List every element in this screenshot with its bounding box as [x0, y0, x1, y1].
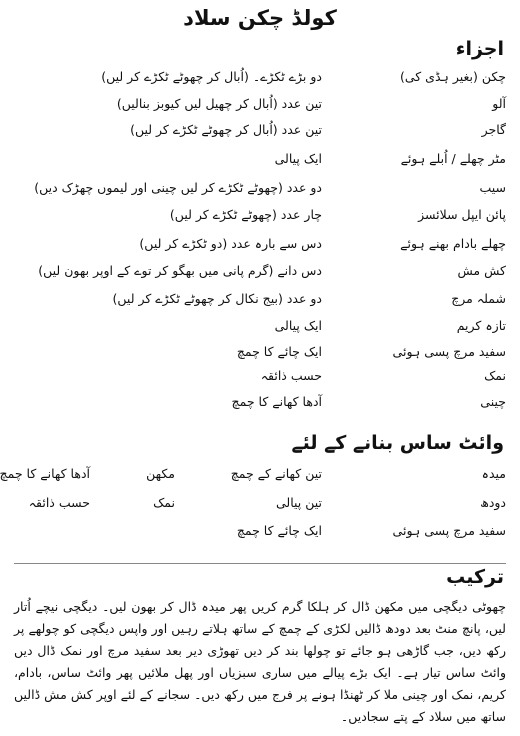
method-heading: ترکیب [446, 566, 504, 588]
ingredient-quantity: آدھا کھانے کا چمچ [231, 394, 322, 409]
ingredient-name: گاجر [481, 122, 506, 137]
section-divider [14, 563, 506, 564]
ingredient-row [0, 151, 520, 171]
ingredient-name: تازہ کریم [456, 318, 506, 333]
ingredient-quantity: دو عدد (بیج نکال کر چھوٹے ٹکڑے کر لیں) [112, 291, 322, 306]
ingredient-name: سفید مرچ پسی ہوئی [392, 344, 506, 359]
ingredient-row [0, 122, 520, 142]
ingredient-quantity: چار عدد (چھوٹے ٹکڑے کر لیں) [169, 207, 322, 222]
sauce-row [0, 466, 520, 486]
ingredient-name: چینی [480, 394, 506, 409]
ingredient-row [0, 394, 520, 414]
ingredient-quantity: تین عدد (اُبال کر چھوٹے ٹکڑے کر لیں) [130, 122, 322, 137]
method-text: چھوٹی دیگچی میں مکھن ڈال کر ہلکا گرم کریں پھر میدہ ڈال کر بھون لیں۔ دیگچی نیچے اُتار لیں، پانچ منٹ بعد دودھ ڈالیں لکڑی کے چمچ کے ساتھ ہلاتے رہیں اور واپس دیگچی کو چولھے پر رکھ دیں، جب گاڑھی ہو جائے تو چولھا بند کر دیں تھوڑی دیر بعد سفید مرچ اور نمک ڈال دیں وائٹ ساس تیار ہے۔ ایک بڑے پیالے میں ساری سبزیاں اور پھل ملائیں پھر وائٹ ساس، بادام، کریم، نمک اور چینی ملا کر ٹھنڈا ہونے پر فرج میں رکھ دیں۔ سجانے کے لئے اوپر کش مش ڈالیں ساتھ میں سلاد کے پتے سجادیں۔ [14, 599, 506, 724]
ingredient-row [0, 69, 520, 89]
ingredient-quantity: حسب ذائقہ [260, 368, 322, 383]
ingredients-heading: اجزاء [455, 38, 504, 60]
sauce-heading: وائٹ ساس بنانے کے لئے [291, 432, 504, 454]
ingredient-row [0, 344, 520, 364]
ingredient-quantity: دس دانے (گرم پانی میں بھگو کر توے کے اوپر بھون لیں) [38, 263, 322, 278]
ingredient-name: پائن ایپل سلائسز [418, 207, 506, 222]
ingredient-row [0, 291, 520, 311]
ingredient-name: شملہ مرچ [451, 291, 506, 306]
sauce-ingredient-quantity: ایک چائے کا چمچ [236, 523, 322, 538]
sauce-ingredient-name: نمک [153, 495, 175, 510]
ingredient-name: چھلے بادام بھنے ہوئے [400, 236, 506, 251]
sauce-row [0, 523, 520, 543]
sauce-ingredient-quantity: آدھا کھانے کا چمچ [0, 466, 90, 481]
sauce-ingredient-name: سفید مرچ پسی ہوئی [392, 523, 506, 538]
ingredient-name: کش مش [457, 263, 506, 278]
sauce-ingredient-name: دودھ [480, 495, 506, 510]
page-title: کولڈ چکن سلاد [183, 6, 337, 30]
sauce-ingredient-quantity: حسب ذائقہ [28, 495, 90, 510]
ingredient-quantity: دو بڑے ٹکڑے۔ (اُبال کر چھوٹے ٹکڑے کر لیں) [101, 69, 322, 84]
ingredient-name: سیب [479, 180, 506, 195]
sauce-ingredient-name: میدہ [481, 466, 506, 481]
sauce-ingredient-name: مکھن [146, 466, 175, 481]
ingredient-quantity: ایک پیالی [274, 318, 322, 333]
ingredient-row [0, 263, 520, 283]
ingredient-name: مٹر چھلے / اُبلے ہوئے [400, 151, 506, 166]
sauce-row [0, 495, 520, 515]
ingredient-quantity: دو عدد (چھوٹے ٹکڑے کر لیں چینی اور لیموں چھڑک دیں) [34, 180, 322, 195]
ingredient-name: نمک [484, 368, 506, 383]
ingredient-quantity: ایک چائے کا چمچ [236, 344, 322, 359]
ingredient-name: آلو [492, 96, 506, 111]
sauce-ingredient-quantity: تین کھانے کے چمچ [230, 466, 322, 481]
ingredient-quantity: دس سے بارہ عدد (دو ٹکڑے کر لیں) [139, 236, 322, 251]
ingredient-row [0, 180, 520, 200]
ingredient-row [0, 96, 520, 116]
ingredient-row [0, 207, 520, 227]
sauce-ingredient-quantity: تین پیالی [275, 495, 322, 510]
ingredient-row [0, 236, 520, 256]
ingredient-name: چکن (بغیر ہڈی کی) [399, 69, 506, 84]
ingredient-quantity: ایک پیالی [274, 151, 322, 166]
ingredient-quantity: تین عدد (اُبال کر چھیل لیں کیوبز بنالیں) [116, 96, 322, 111]
ingredient-row [0, 318, 520, 338]
ingredient-row [0, 368, 520, 388]
